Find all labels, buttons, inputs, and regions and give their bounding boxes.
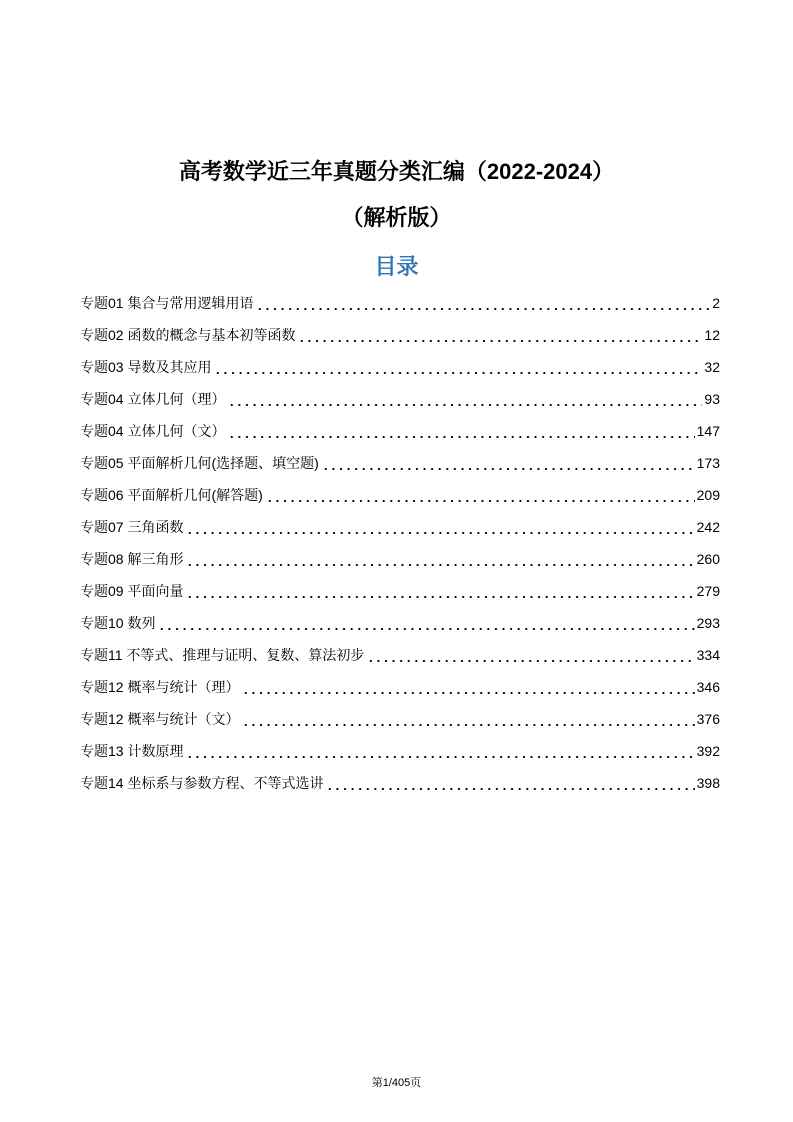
toc-entry[interactable] <box>80 511 720 543</box>
toc-entry[interactable] <box>80 415 720 447</box>
dot-leader <box>242 671 694 703</box>
toc-entry[interactable] <box>80 383 720 415</box>
toc-entry[interactable] <box>80 351 720 383</box>
dot-leader <box>266 479 695 511</box>
toc-entry-page: 2 <box>712 295 720 311</box>
toc-entry-label: 专题09 平面向量 <box>80 583 184 599</box>
toc-entry-page: 209 <box>696 487 720 503</box>
page-footer: 第1/405页 <box>371 1077 422 1089</box>
dot-leader <box>228 383 702 415</box>
toc-entry-label: 专题13 计数原理 <box>80 743 184 759</box>
dot-leader <box>298 319 702 351</box>
toc-entry-page: 279 <box>696 583 720 599</box>
toc-entry-page: 346 <box>696 679 720 695</box>
toc-entry-label: 专题05 平面解析几何(选择题、填空题) <box>80 455 319 471</box>
document-subtitle: （解析版） <box>341 205 452 230</box>
toc-entry[interactable] <box>80 447 720 479</box>
dot-leader <box>186 735 694 767</box>
toc-entry-page: 173 <box>696 455 720 471</box>
dot-leader <box>326 767 694 799</box>
toc-entry-label: 专题12 概率与统计（理） <box>80 679 240 695</box>
toc-entry[interactable] <box>80 287 720 319</box>
toc-entry-label: 专题07 三角函数 <box>80 519 184 535</box>
dot-leader <box>186 543 694 575</box>
toc-entry-label: 专题11 不等式、推理与证明、复数、算法初步 <box>80 647 365 663</box>
toc-entry-page: 12 <box>704 327 720 343</box>
toc-entry-page: 376 <box>696 711 720 727</box>
toc-entry[interactable] <box>80 671 720 703</box>
toc-entry[interactable] <box>80 767 720 799</box>
toc-entry-page: 398 <box>696 775 720 791</box>
toc-entry-page: 32 <box>704 359 720 375</box>
toc-entry[interactable] <box>80 607 720 639</box>
dot-leader <box>228 415 694 447</box>
toc-entry-label: 专题14 坐标系与参数方程、不等式选讲 <box>80 775 324 791</box>
document-title: 高考数学近三年真题分类汇编（2022-2024） <box>178 159 615 184</box>
toc-entry-label: 专题08 解三角形 <box>80 551 184 567</box>
toc-entry-label: 专题04 立体几何（文） <box>80 423 226 439</box>
toc-entry-label: 专题02 函数的概念与基本初等函数 <box>80 327 296 343</box>
toc-entry-label: 专题03 导数及其应用 <box>80 359 212 375</box>
toc-entry-page: 93 <box>704 391 720 407</box>
dot-leader <box>186 575 694 607</box>
toc-entry-page: 392 <box>696 743 720 759</box>
toc-entry-page: 242 <box>696 519 720 535</box>
dot-leader <box>186 511 694 543</box>
toc-entry-label: 专题04 立体几何（理） <box>80 391 226 407</box>
toc-entry-page: 334 <box>696 647 720 663</box>
toc-entry-label: 专题06 平面解析几何(解答题) <box>80 487 263 503</box>
table-of-contents <box>80 287 720 799</box>
toc-entry-label: 专题12 概率与统计（文） <box>80 711 240 727</box>
dot-leader <box>322 447 695 479</box>
dot-leader <box>214 351 702 383</box>
toc-entry[interactable] <box>80 639 720 671</box>
toc-entry[interactable] <box>80 319 720 351</box>
toc-entry-label: 专题01 集合与常用逻辑用语 <box>80 295 254 311</box>
toc-entry-label: 专题10 数列 <box>80 615 156 631</box>
toc-entry[interactable] <box>80 543 720 575</box>
dot-leader <box>158 607 694 639</box>
toc-entry-page: 293 <box>696 615 720 631</box>
toc-heading: 目录 <box>374 254 419 279</box>
toc-entry-page: 260 <box>696 551 720 567</box>
dot-leader <box>256 287 710 319</box>
toc-entry[interactable] <box>80 735 720 767</box>
dot-leader <box>367 639 694 671</box>
toc-entry[interactable] <box>80 703 720 735</box>
toc-entry-page: 147 <box>696 423 720 439</box>
dot-leader <box>242 703 694 735</box>
toc-entry[interactable] <box>80 575 720 607</box>
toc-entry[interactable] <box>80 479 720 511</box>
